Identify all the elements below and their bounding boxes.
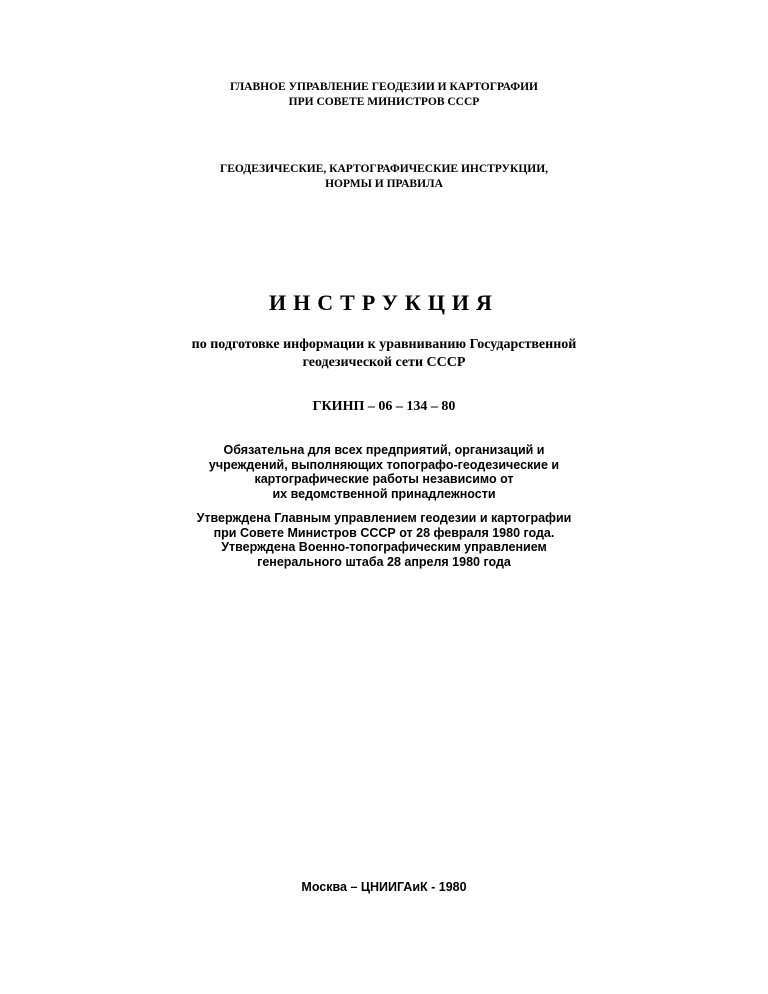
document-code: ГКИНП – 06 – 134 – 80 [312, 399, 456, 414]
approval-line-1: Утверждена Главным управлением геодезии и картографии [196, 511, 572, 525]
approval-statement [0, 511, 768, 569]
approval-line-2: при Совете Министров СССР от 28 февраля 1980 года. [213, 525, 555, 540]
document-subtitle-line-2: геодезической сети СССР [302, 355, 466, 370]
document-subtitle-line-1: по подготовке информации к уравниванию Государственной [191, 337, 577, 352]
issuing-authority-line-2: ПРИ СОВЕТЕ МИНИСТРОВ СССР [288, 96, 480, 108]
series-title [0, 162, 768, 192]
document-title: ИНСТРУКЦИЯ [269, 290, 499, 315]
applicability-line-2: учреждений, выполняющих топографо-геодезические и [208, 457, 560, 472]
approval-line-3: Утверждена Военно-топографическим управлением [221, 540, 547, 554]
applicability-line-1: Обязательна для всех предприятий, организаций и [223, 443, 545, 457]
issuing-authority-line-1: ГЛАВНОЕ УПРАВЛЕНИЕ ГЕОДЕЗИИ И КАРТОГРАФИИ [230, 81, 538, 93]
approval-line-4: генерального штаба 28 апреля 1980 года [257, 554, 511, 569]
applicability-statement [0, 443, 768, 501]
publisher-imprint: Москва – ЦНИИГАиК - 1980 [301, 880, 467, 894]
series-title-line-1: ГЕОДЕЗИЧЕСКИЕ, КАРТОГРАФИЧЕСКИЕ ИНСТРУКЦИИ, [219, 163, 549, 175]
applicability-line-3: картографические работы независимо от [254, 472, 514, 486]
series-title-line-2: НОРМЫ И ПРАВИЛА [325, 178, 443, 190]
applicability-line-4: их ведомственной принадлежности [272, 486, 496, 501]
issuing-authority [0, 80, 768, 110]
document-subtitle [0, 336, 768, 372]
